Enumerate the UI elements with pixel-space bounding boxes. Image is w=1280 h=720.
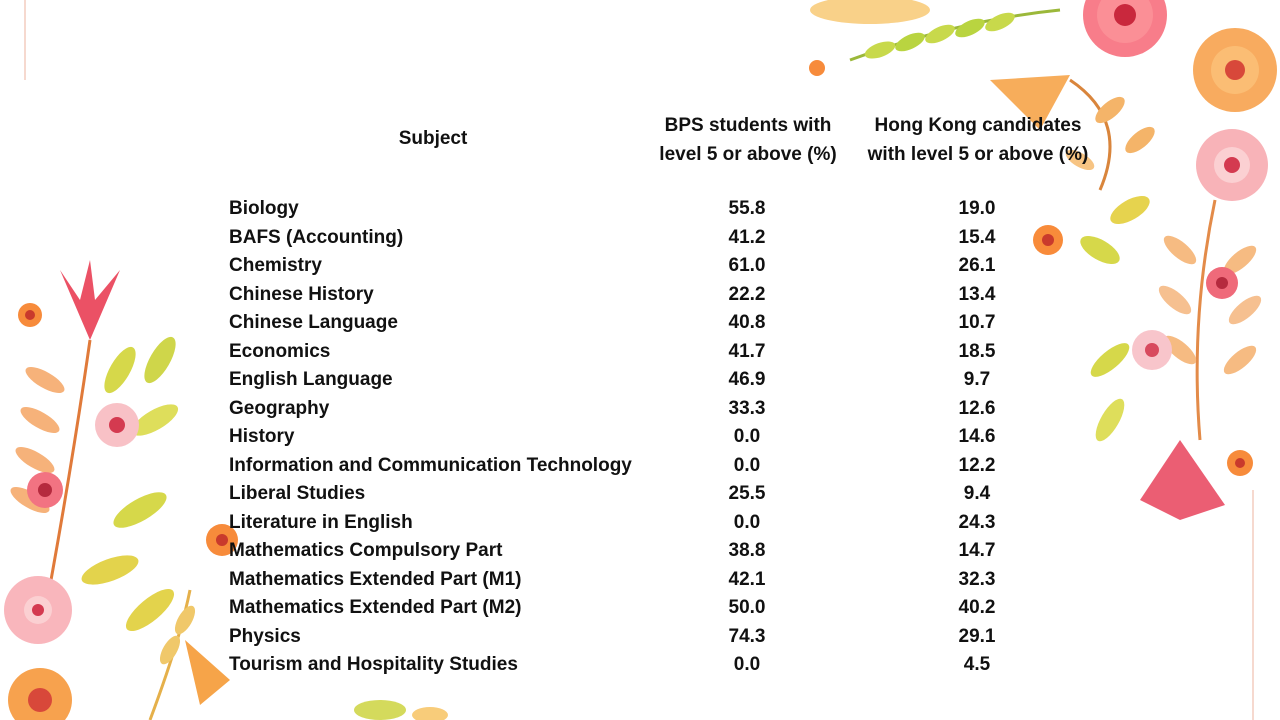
hk-cell: 40.2 — [958, 597, 996, 618]
bps-cell: 61.0 — [728, 255, 766, 276]
subject-cell: Chinese Language — [229, 312, 398, 333]
subject-cell: Liberal Studies — [229, 483, 366, 504]
bps-cell: 46.9 — [728, 369, 766, 390]
bps-cell: 38.8 — [728, 540, 766, 561]
hk-cell: 14.7 — [958, 540, 996, 561]
hk-cell: 12.6 — [958, 397, 996, 419]
bps-cell: 50.0 — [728, 597, 766, 618]
hk-cell: 29.1 — [958, 625, 996, 647]
subject-cell: Economics — [229, 340, 331, 362]
table-row — [0, 309, 1280, 338]
table-row — [0, 566, 1280, 595]
bps-cell: 0.0 — [733, 426, 761, 447]
subject-cell: Tourism and Hospitality Studies — [229, 654, 518, 675]
subject-cell: Chemistry — [229, 255, 322, 276]
table-row — [0, 366, 1280, 395]
table-row — [0, 395, 1280, 424]
header-bps-line2: level 5 or above (%) — [659, 144, 837, 165]
bps-cell: 74.3 — [728, 625, 766, 647]
subject-cell: Literature in English — [229, 511, 413, 533]
hk-cell: 12.2 — [958, 454, 996, 476]
bps-cell: 40.8 — [728, 312, 766, 333]
hk-cell: 4.5 — [963, 654, 991, 675]
subject-cell: Mathematics Compulsory Part — [229, 540, 503, 561]
subject-cell: Chinese History — [229, 283, 374, 305]
bps-cell: 0.0 — [733, 654, 761, 675]
subject-cell: Mathematics Extended Part (M2) — [229, 597, 522, 618]
table-row — [0, 623, 1280, 652]
bps-cell: 55.8 — [728, 198, 766, 219]
header-hk-line1: Hong Kong candidates — [874, 115, 1082, 136]
hk-cell: 24.3 — [958, 511, 996, 533]
subject-cell: Information and Communication Technology — [229, 454, 632, 476]
hk-cell: 10.7 — [958, 312, 996, 333]
header-bps-line1: BPS students with — [664, 115, 832, 136]
table-row — [0, 537, 1280, 566]
hk-cell: 9.7 — [963, 369, 991, 390]
table-row — [0, 452, 1280, 481]
bps-cell: 22.2 — [728, 283, 766, 305]
table-row — [0, 594, 1280, 623]
bps-cell: 33.3 — [728, 397, 766, 419]
bps-cell: 0.0 — [733, 511, 761, 533]
bps-cell: 42.1 — [728, 568, 766, 590]
subject-cell: Mathematics Extended Part (M1) — [229, 568, 522, 590]
subject-cell: BAFS (Accounting) — [229, 226, 404, 248]
table-row — [0, 338, 1280, 367]
hk-cell: 18.5 — [958, 340, 996, 362]
subject-cell: History — [229, 426, 295, 447]
header-bps — [638, 111, 858, 169]
bps-cell: 25.5 — [728, 483, 766, 504]
table-row — [0, 509, 1280, 538]
hk-cell: 15.4 — [958, 226, 996, 248]
hk-cell: 32.3 — [958, 568, 996, 590]
table-row — [0, 651, 1280, 680]
bps-cell: 0.0 — [733, 454, 761, 476]
table-body — [0, 195, 1280, 680]
subject-cell: English Language — [229, 369, 393, 390]
hk-cell: 14.6 — [958, 426, 996, 447]
header-hk — [858, 111, 1098, 169]
table-row — [0, 195, 1280, 224]
header-hk-line2: with level 5 or above (%) — [867, 144, 1089, 165]
subject-cell: Biology — [229, 198, 299, 219]
subject-cell: Physics — [229, 625, 301, 647]
bps-cell: 41.2 — [728, 226, 766, 248]
bps-cell: 41.7 — [728, 340, 766, 362]
table-row — [0, 480, 1280, 509]
hk-cell: 13.4 — [958, 283, 996, 305]
table-row — [0, 252, 1280, 281]
table-row — [0, 423, 1280, 452]
header-subject — [333, 124, 533, 153]
header-subject-label: Subject — [398, 128, 468, 149]
table-row — [0, 281, 1280, 310]
hk-cell: 19.0 — [958, 198, 996, 219]
subject-cell: Geography — [229, 397, 330, 419]
hk-cell: 9.4 — [963, 483, 991, 504]
hk-cell: 26.1 — [958, 255, 996, 276]
table-row — [0, 224, 1280, 253]
